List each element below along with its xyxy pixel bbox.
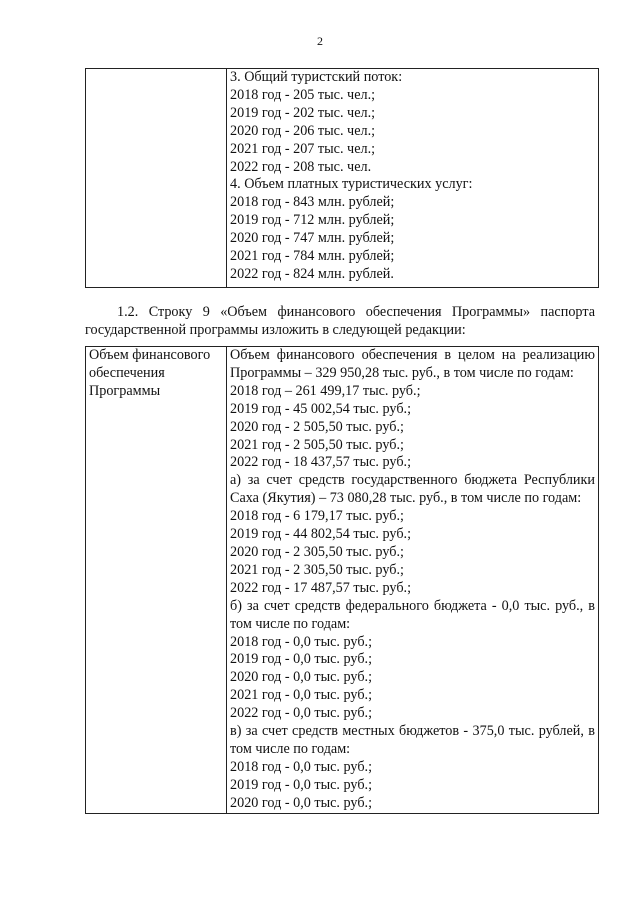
- indicator-line: 2021 год - 207 тыс. чел.;: [230, 140, 376, 157]
- funding-line: 2018 год – 261 499,17 тыс. руб.;: [230, 382, 421, 399]
- indicator-line: 2021 год - 784 млн. рублей;: [230, 248, 395, 265]
- funding-line: 2019 год - 45 002,54 тыс. руб.;: [230, 400, 412, 417]
- funding-row-label: Объем финансового обеспечения Программы: [86, 347, 227, 814]
- indicator-line: 2018 год - 205 тыс. чел.;: [230, 86, 376, 103]
- funding-line: б) за счет средств федерального бюджета - 0,0 тыс. руб., в том числе по годам:: [230, 597, 595, 632]
- indicators-right-cell: [227, 69, 599, 288]
- indicator-line: 2022 год - 208 тыс. чел.: [230, 158, 372, 175]
- amendment-paragraph: [85, 303, 595, 339]
- funding-line: 2022 год - 0,0 тыс. руб.;: [230, 705, 373, 722]
- funding-details-cell: [227, 347, 599, 814]
- funding-line: 2022 год - 18 437,57 тыс. руб.;: [230, 454, 412, 471]
- page-number: 2: [317, 34, 323, 48]
- indicators-left-cell: [86, 69, 227, 288]
- funding-line: 2018 год - 0,0 тыс. руб.;: [230, 633, 373, 650]
- funding-line: 2019 год - 0,0 тыс. руб.;: [230, 776, 373, 793]
- paragraph-line-2: государственной программы изложить в следующей редакции:: [85, 322, 466, 338]
- funding-line: в) за счет средств местных бюджетов - 375,0 тыс. рублей, в том числе по годам:: [230, 723, 595, 757]
- funding-line: 2020 год - 0,0 тыс. руб.;: [230, 669, 373, 686]
- funding-line: 2019 год - 44 802,54 тыс. руб.;: [230, 526, 412, 543]
- funding-line: 2019 год - 0,0 тыс. руб.;: [230, 651, 373, 668]
- funding-line: 2021 год - 2 505,50 тыс. руб.;: [230, 436, 404, 453]
- indicator-line: 2020 год - 747 млн. рублей;: [230, 230, 395, 247]
- funding-line: 2020 год - 2 305,50 тыс. руб.;: [230, 543, 404, 560]
- funding-line: 2018 год - 6 179,17 тыс. руб.;: [230, 508, 404, 525]
- indicator-line: 2022 год - 824 млн. рублей.: [230, 265, 394, 282]
- funding-line: 2022 год - 17 487,57 тыс. руб.;: [230, 579, 412, 596]
- indicators-table: [85, 68, 599, 288]
- indicator-line: 2019 год - 712 млн. рублей;: [230, 212, 395, 229]
- indicator-line: 4. Объем платных туристических услуг:: [230, 176, 473, 193]
- funding-line: Объем финансового обеспечения в целом на реализацию Программы – 329 950,28 тыс. руб., в том числе по годам:: [230, 347, 595, 381]
- indicator-line: 2019 год - 202 тыс. чел.;: [230, 104, 376, 121]
- funding-line: 2020 год - 2 505,50 тыс. руб.;: [230, 418, 404, 435]
- indicator-line: 3. Общий туристский поток:: [230, 69, 403, 85]
- funding-line: 2018 год - 0,0 тыс. руб.;: [230, 758, 373, 775]
- funding-line: 2020 год - 0,0 тыс. руб.;: [230, 794, 373, 811]
- indicator-line: 2018 год - 843 млн. рублей;: [230, 194, 395, 211]
- funding-line: 2021 год - 0,0 тыс. руб.;: [230, 687, 373, 704]
- funding-line: 2021 год - 2 305,50 тыс. руб.;: [230, 561, 404, 578]
- funding-line: а) за счет средств государственного бюджета Республики Саха (Якутия) – 73 080,28 тыс. руб., в том числе по годам:: [230, 472, 595, 507]
- paragraph-line-1: 1.2. Строку 9 «Объем финансового обеспечения Программы» паспорта: [117, 304, 595, 320]
- funding-table: [85, 346, 599, 814]
- indicator-line: 2020 год - 206 тыс. чел.;: [230, 122, 376, 139]
